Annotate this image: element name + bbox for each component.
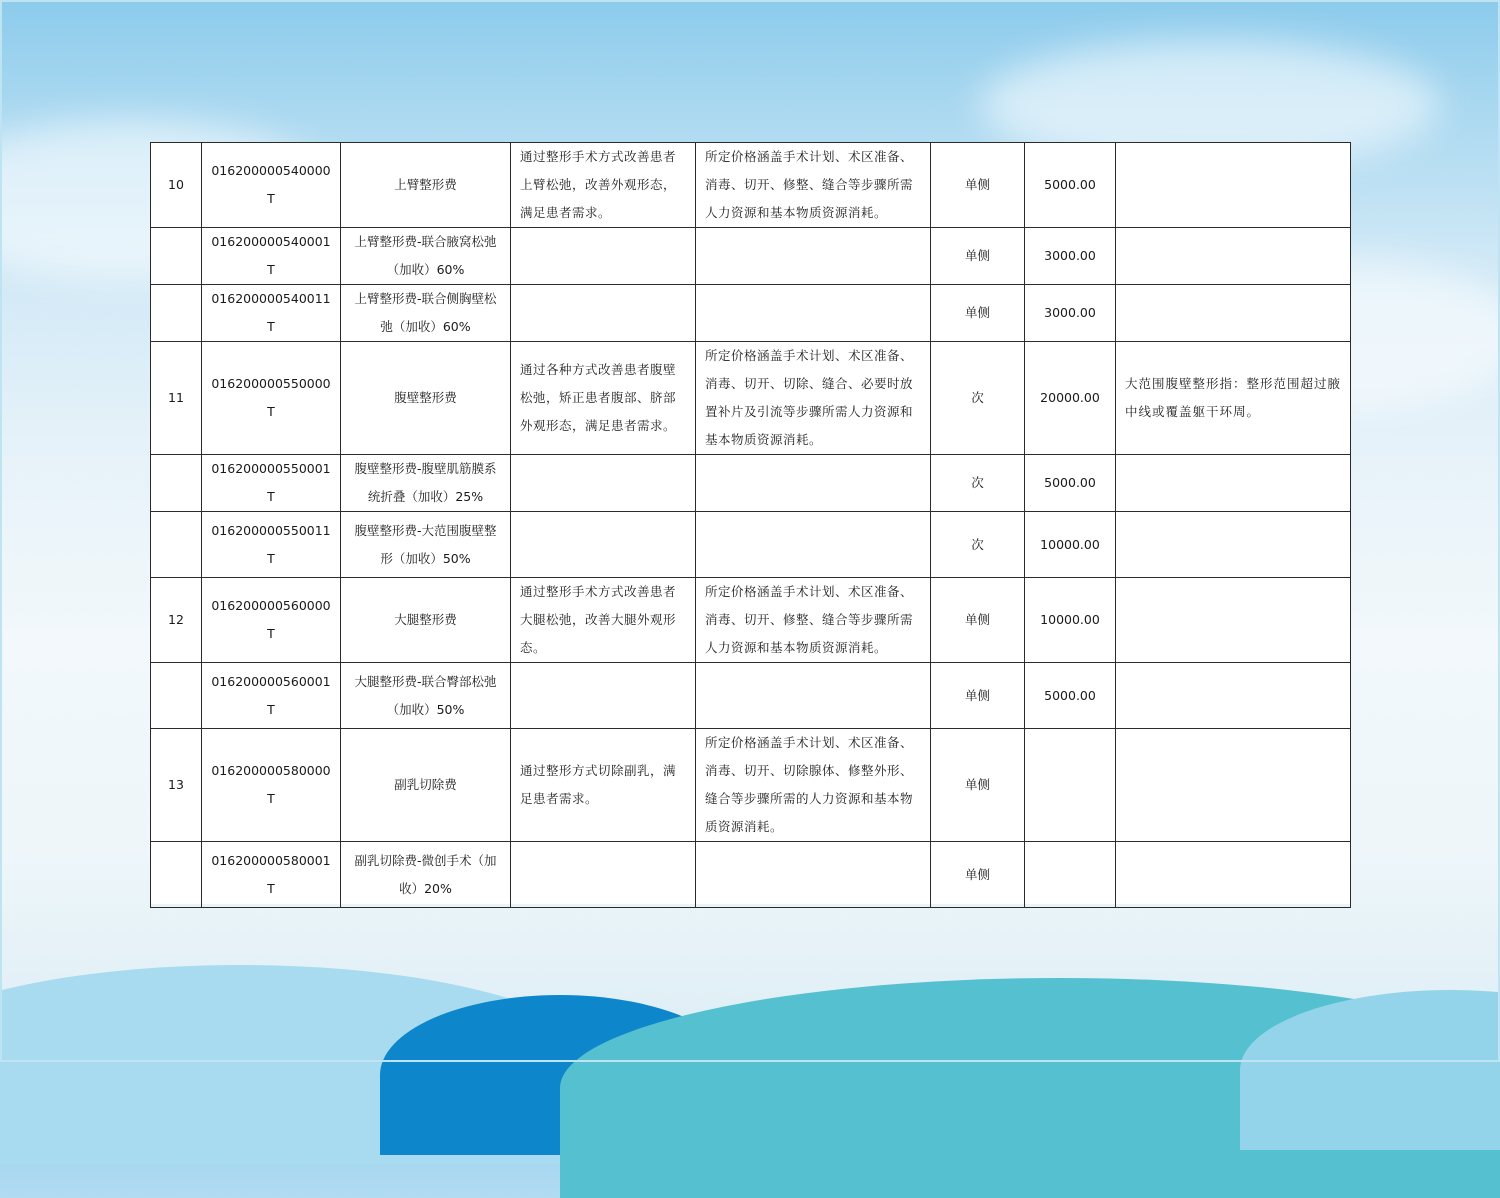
item-content — [511, 663, 696, 729]
price-table-sheet — [150, 142, 1350, 904]
item-price: 3000.00 — [1025, 285, 1116, 342]
item-name: 大腿整形费-联合臀部松弛（加收）50% — [341, 663, 511, 729]
item-price — [1025, 729, 1116, 842]
item-unit: 单侧 — [931, 663, 1025, 729]
item-code: 016200000560001T — [202, 663, 341, 729]
item-price: 10000.00 — [1025, 578, 1116, 663]
item-number — [151, 228, 202, 285]
item-number — [151, 663, 202, 729]
item-code: 016200000580000T — [202, 729, 341, 842]
item-price: 5000.00 — [1025, 455, 1116, 512]
item-number: 10 — [151, 143, 202, 228]
item-price: 3000.00 — [1025, 228, 1116, 285]
item-price: 5000.00 — [1025, 143, 1116, 228]
item-content — [511, 285, 696, 342]
item-code: 016200000550001T — [202, 455, 341, 512]
item-unit: 单侧 — [931, 842, 1025, 908]
item-code: 016200000560000T — [202, 578, 341, 663]
item-number: 13 — [151, 729, 202, 842]
item-code: 016200000540011T — [202, 285, 341, 342]
table-row — [151, 729, 1351, 842]
item-scope — [696, 663, 931, 729]
item-content: 通过各种方式改善患者腹壁松弛，矫正患者腹部、脐部外观形态，满足患者需求。 — [511, 342, 696, 455]
item-name: 上臂整形费-联合侧胸壁松弛（加收）60% — [341, 285, 511, 342]
item-scope — [696, 228, 931, 285]
item-note — [1116, 228, 1351, 285]
table-row — [151, 842, 1351, 908]
item-unit: 次 — [931, 342, 1025, 455]
item-unit: 单侧 — [931, 729, 1025, 842]
item-name: 大腿整形费 — [341, 578, 511, 663]
table-row — [151, 285, 1351, 342]
item-content — [511, 512, 696, 578]
item-content: 通过整形手术方式改善患者上臂松弛，改善外观形态，满足患者需求。 — [511, 143, 696, 228]
item-unit: 单侧 — [931, 143, 1025, 228]
item-number — [151, 285, 202, 342]
item-scope — [696, 455, 931, 512]
item-number: 12 — [151, 578, 202, 663]
item-number — [151, 512, 202, 578]
item-unit: 次 — [931, 512, 1025, 578]
item-code: 016200000550000T — [202, 342, 341, 455]
item-number: 11 — [151, 342, 202, 455]
item-name: 腹壁整形费 — [341, 342, 511, 455]
item-scope: 所定价格涵盖手术计划、术区准备、消毒、切开、修整、缝合等步骤所需人力资源和基本物质资源消耗。 — [696, 578, 931, 663]
item-code: 016200000580001T — [202, 842, 341, 908]
item-unit: 单侧 — [931, 228, 1025, 285]
table-row — [151, 578, 1351, 663]
item-price: 20000.00 — [1025, 342, 1116, 455]
item-name: 腹壁整形费-腹壁肌筋膜系统折叠（加收）25% — [341, 455, 511, 512]
item-price: 10000.00 — [1025, 512, 1116, 578]
price-table — [150, 142, 1351, 908]
table-row — [151, 342, 1351, 455]
item-number — [151, 842, 202, 908]
table-row — [151, 455, 1351, 512]
item-scope: 所定价格涵盖手术计划、术区准备、消毒、切开、切除、缝合、必要时放置补片及引流等步骤所需人力资源和基本物质资源消耗。 — [696, 342, 931, 455]
table-row — [151, 143, 1351, 228]
table-row — [151, 512, 1351, 578]
item-scope: 所定价格涵盖手术计划、术区准备、消毒、切开、修整、缝合等步骤所需人力资源和基本物质资源消耗。 — [696, 143, 931, 228]
item-scope — [696, 285, 931, 342]
item-code: 016200000550011T — [202, 512, 341, 578]
item-scope — [696, 842, 931, 908]
item-number — [151, 455, 202, 512]
item-note — [1116, 143, 1351, 228]
item-note — [1116, 512, 1351, 578]
item-name: 上臂整形费-联合腋窝松弛（加收）60% — [341, 228, 511, 285]
item-name: 副乳切除费 — [341, 729, 511, 842]
item-content — [511, 455, 696, 512]
item-note — [1116, 729, 1351, 842]
item-code: 016200000540000T — [202, 143, 341, 228]
item-content: 通过整形手术方式改善患者大腿松弛，改善大腿外观形态。 — [511, 578, 696, 663]
item-name: 腹壁整形费-大范围腹壁整形（加收）50% — [341, 512, 511, 578]
item-price: 5000.00 — [1025, 663, 1116, 729]
item-note — [1116, 578, 1351, 663]
item-name: 上臂整形费 — [341, 143, 511, 228]
table-row — [151, 228, 1351, 285]
item-scope — [696, 512, 931, 578]
item-price — [1025, 842, 1116, 908]
item-name: 副乳切除费-微创手术（加收）20% — [341, 842, 511, 908]
item-note — [1116, 663, 1351, 729]
item-unit: 次 — [931, 455, 1025, 512]
item-note — [1116, 842, 1351, 908]
item-content — [511, 228, 696, 285]
item-unit: 单侧 — [931, 578, 1025, 663]
item-note — [1116, 455, 1351, 512]
table-row — [151, 663, 1351, 729]
item-unit: 单侧 — [931, 285, 1025, 342]
item-code: 016200000540001T — [202, 228, 341, 285]
item-content: 通过整形方式切除副乳，满足患者需求。 — [511, 729, 696, 842]
item-content — [511, 842, 696, 908]
item-note — [1116, 285, 1351, 342]
item-scope: 所定价格涵盖手术计划、术区准备、消毒、切开、切除腺体、修整外形、缝合等步骤所需的人力资源和基本物质资源消耗。 — [696, 729, 931, 842]
item-note: 大范围腹壁整形指：整形范围超过腋中线或覆盖躯干环周。 — [1116, 342, 1351, 455]
